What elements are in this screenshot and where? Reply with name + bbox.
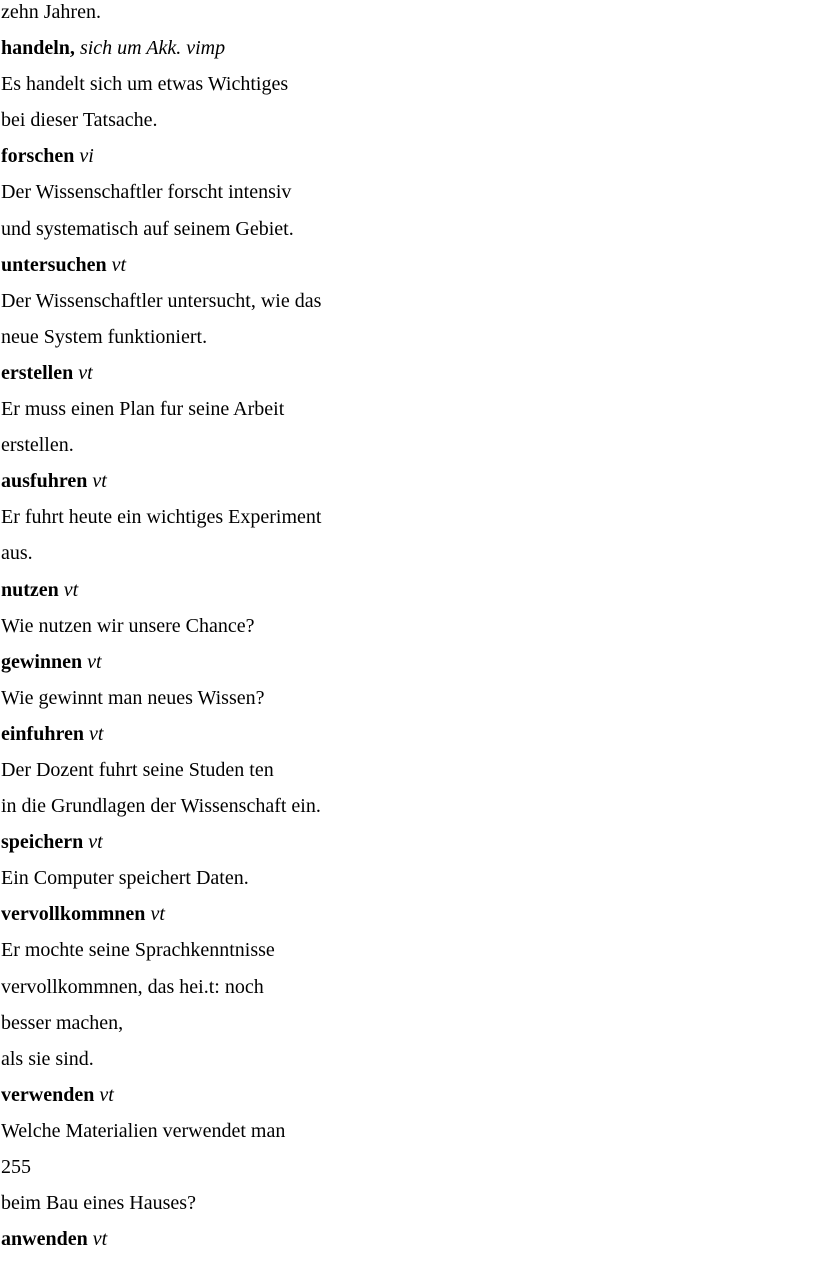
headword: einfuhren	[1, 722, 84, 745]
headword-line	[1, 644, 811, 680]
headword: erstellen	[1, 361, 74, 384]
example-line: Der Wissenschaftler forscht intensiv	[1, 181, 292, 204]
grammar-label: vt	[87, 650, 102, 673]
grammar-label: sich um Akk. vimp	[79, 37, 226, 60]
headword-line	[1, 716, 811, 752]
headword: nutzen	[1, 578, 59, 601]
example-line: und systematisch auf seinem Gebiet.	[1, 217, 294, 240]
headword: gewinnen	[1, 650, 83, 673]
grammar-label: vt	[92, 470, 107, 493]
grammar-label: vt	[78, 361, 93, 384]
example-line: Es handelt sich um etwas Wichtiges	[1, 73, 289, 96]
headword-line	[1, 1077, 811, 1113]
grammar-label: vt	[88, 831, 103, 854]
headword: forschen	[1, 145, 75, 168]
example-line: zehn Jahren.	[1, 1, 101, 23]
example-line: neue System funktioniert.	[1, 325, 208, 348]
example-line: Er fuhrt heute ein wichtiges Experiment	[1, 506, 322, 529]
headword-line	[1, 355, 811, 391]
headword-line	[1, 247, 811, 283]
headword-line	[1, 896, 811, 932]
page-number: 255	[1, 1156, 31, 1178]
grammar-label: vt	[63, 578, 79, 601]
example-line: Er mochte seine Sprachkenntnisse	[1, 939, 275, 962]
grammar-label: vt	[150, 903, 165, 926]
grammar-label: vt	[88, 722, 104, 745]
grammar-label: vi	[79, 145, 94, 168]
example-line: Wie nutzen wir unsere Chance?	[1, 614, 255, 637]
headword: verwenden	[1, 1083, 95, 1106]
headword-line	[1, 463, 811, 499]
example-line: in die Grundlagen der Wissenschaft ein.	[1, 795, 321, 818]
example-line: erstellen.	[1, 434, 74, 457]
example-line: Der Dozent fuhrt seine Studen ten	[1, 758, 274, 781]
headword-line	[1, 138, 811, 174]
headword: handeln,	[1, 37, 75, 60]
example-line: Der Wissenschaftler untersucht, wie das	[1, 289, 322, 312]
headword: anwenden	[1, 1228, 88, 1251]
headword-line	[1, 824, 811, 860]
example-line: Wie gewinnt man neues Wissen?	[1, 686, 265, 709]
example-line: als sie sind.	[1, 1047, 94, 1070]
example-line: Er muss einen Plan fur seine Arbeit	[1, 398, 285, 421]
example-line: Ein Computer speichert Daten.	[1, 867, 249, 890]
example-line: besser machen,	[1, 1011, 124, 1034]
example-line: bei dieser Tatsache.	[1, 109, 158, 132]
example-line: vervollkommnen, das hei.t: noch	[1, 975, 264, 998]
headword-line	[1, 30, 811, 66]
grammar-label: vt	[92, 1228, 108, 1251]
headword: speichern	[1, 831, 84, 854]
example-line: Welche Materialien verwendet man	[1, 1119, 286, 1142]
headword: untersuchen	[1, 253, 107, 276]
headword: ausfuhren	[1, 470, 88, 493]
headword-line	[1, 1221, 811, 1257]
headword-line	[1, 572, 811, 608]
headword: vervollkommnen	[1, 903, 146, 926]
example-line: beim Bau eines Hauses?	[1, 1192, 196, 1215]
example-line: aus.	[1, 542, 33, 565]
grammar-label: vt	[111, 253, 127, 276]
grammar-label: vt	[99, 1083, 114, 1106]
document-page	[1, 0, 811, 1257]
